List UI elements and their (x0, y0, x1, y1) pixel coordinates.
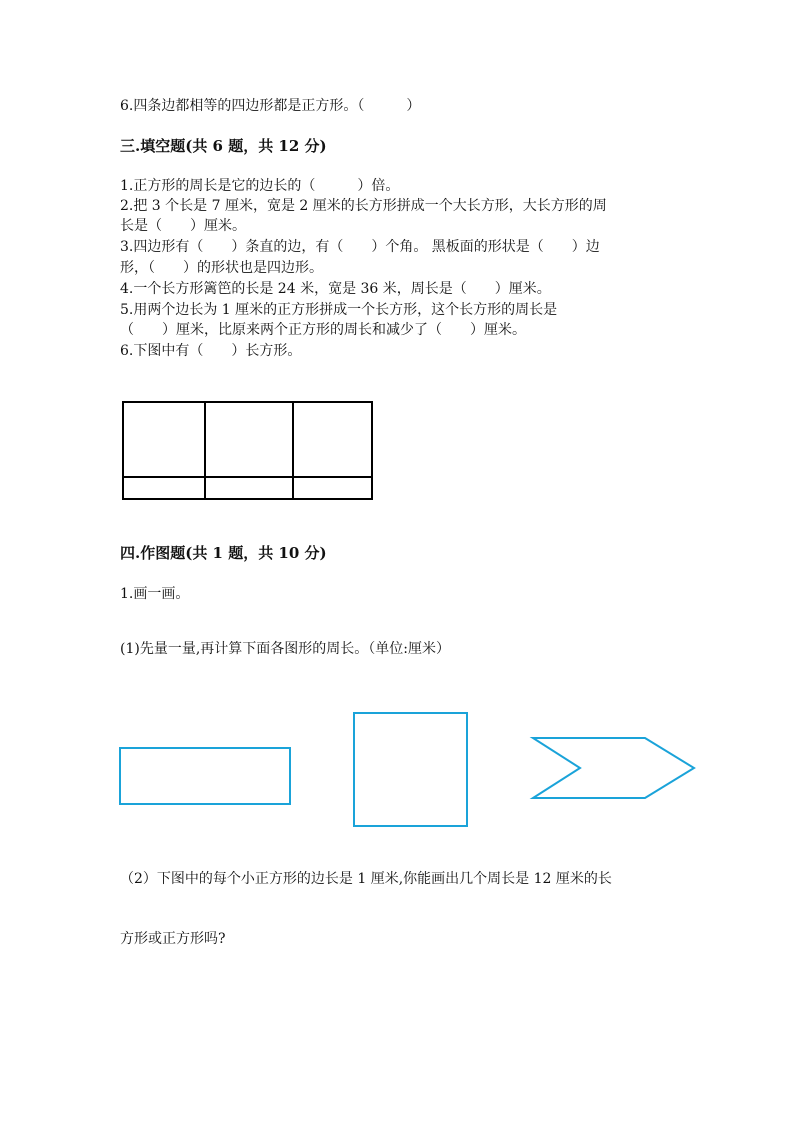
section3-heading: 三.填空题(共 6 题，共 12 分) (120, 137, 327, 155)
measure-square (354, 713, 467, 826)
section3-line-4: 3.四边形有（ ）条直的边，有（ ）个角。 黑板面的形状是（ ）边 (120, 239, 600, 255)
outer-rectangle (123, 402, 372, 499)
rectangle-count-figure (123, 402, 372, 499)
section4-q1: 1.画一画。 (120, 586, 190, 602)
section3-line-3: 长是（ ）厘米。 (120, 218, 246, 234)
measure-rectangle (120, 748, 290, 804)
section3-line-2: 2.把 3 个长是 7 厘米，宽是 2 厘米的长方形拼成一个大长方形，大长方形的周 (120, 198, 607, 214)
section4-part1: (1)先量一量,再计算下面各图形的周长。（单位:厘米） (120, 641, 450, 657)
section3-line-8: （ ）厘米，比原来两个正方形的周长和减少了（ ）厘米。 (120, 322, 526, 338)
section4-part2-line2: 方形或正方形吗? (120, 931, 226, 947)
section4-heading: 四.作图题(共 1 题，共 10 分) (120, 544, 327, 562)
section4-part2-line1: （2）下图中的每个小正方形的边长是 1 厘米,你能画出几个周长是 12 厘米的长 (120, 871, 612, 887)
section3-line-9: 6.下图中有（ ）长方形。 (120, 343, 302, 359)
judgment-q6: 6.四条边都相等的四边形都是正方形。（ ） (120, 98, 421, 114)
section3-line-5: 形，（ ）的形状也是四边形。 (120, 260, 323, 276)
section3-line-7: 5.用两个边长为 1 厘米的正方形拼成一个长方形，这个长方形的周长是 (120, 302, 558, 318)
measure-arrow-shape (533, 738, 694, 798)
section3-line-6: 4.一个长方形篱笆的长是 24 米，宽是 36 米，周长是（ ）厘米。 (120, 281, 551, 297)
section3-line-1: 1.正方形的周长是它的边长的（ ）倍。 (120, 178, 400, 194)
measure-shapes (120, 713, 694, 826)
